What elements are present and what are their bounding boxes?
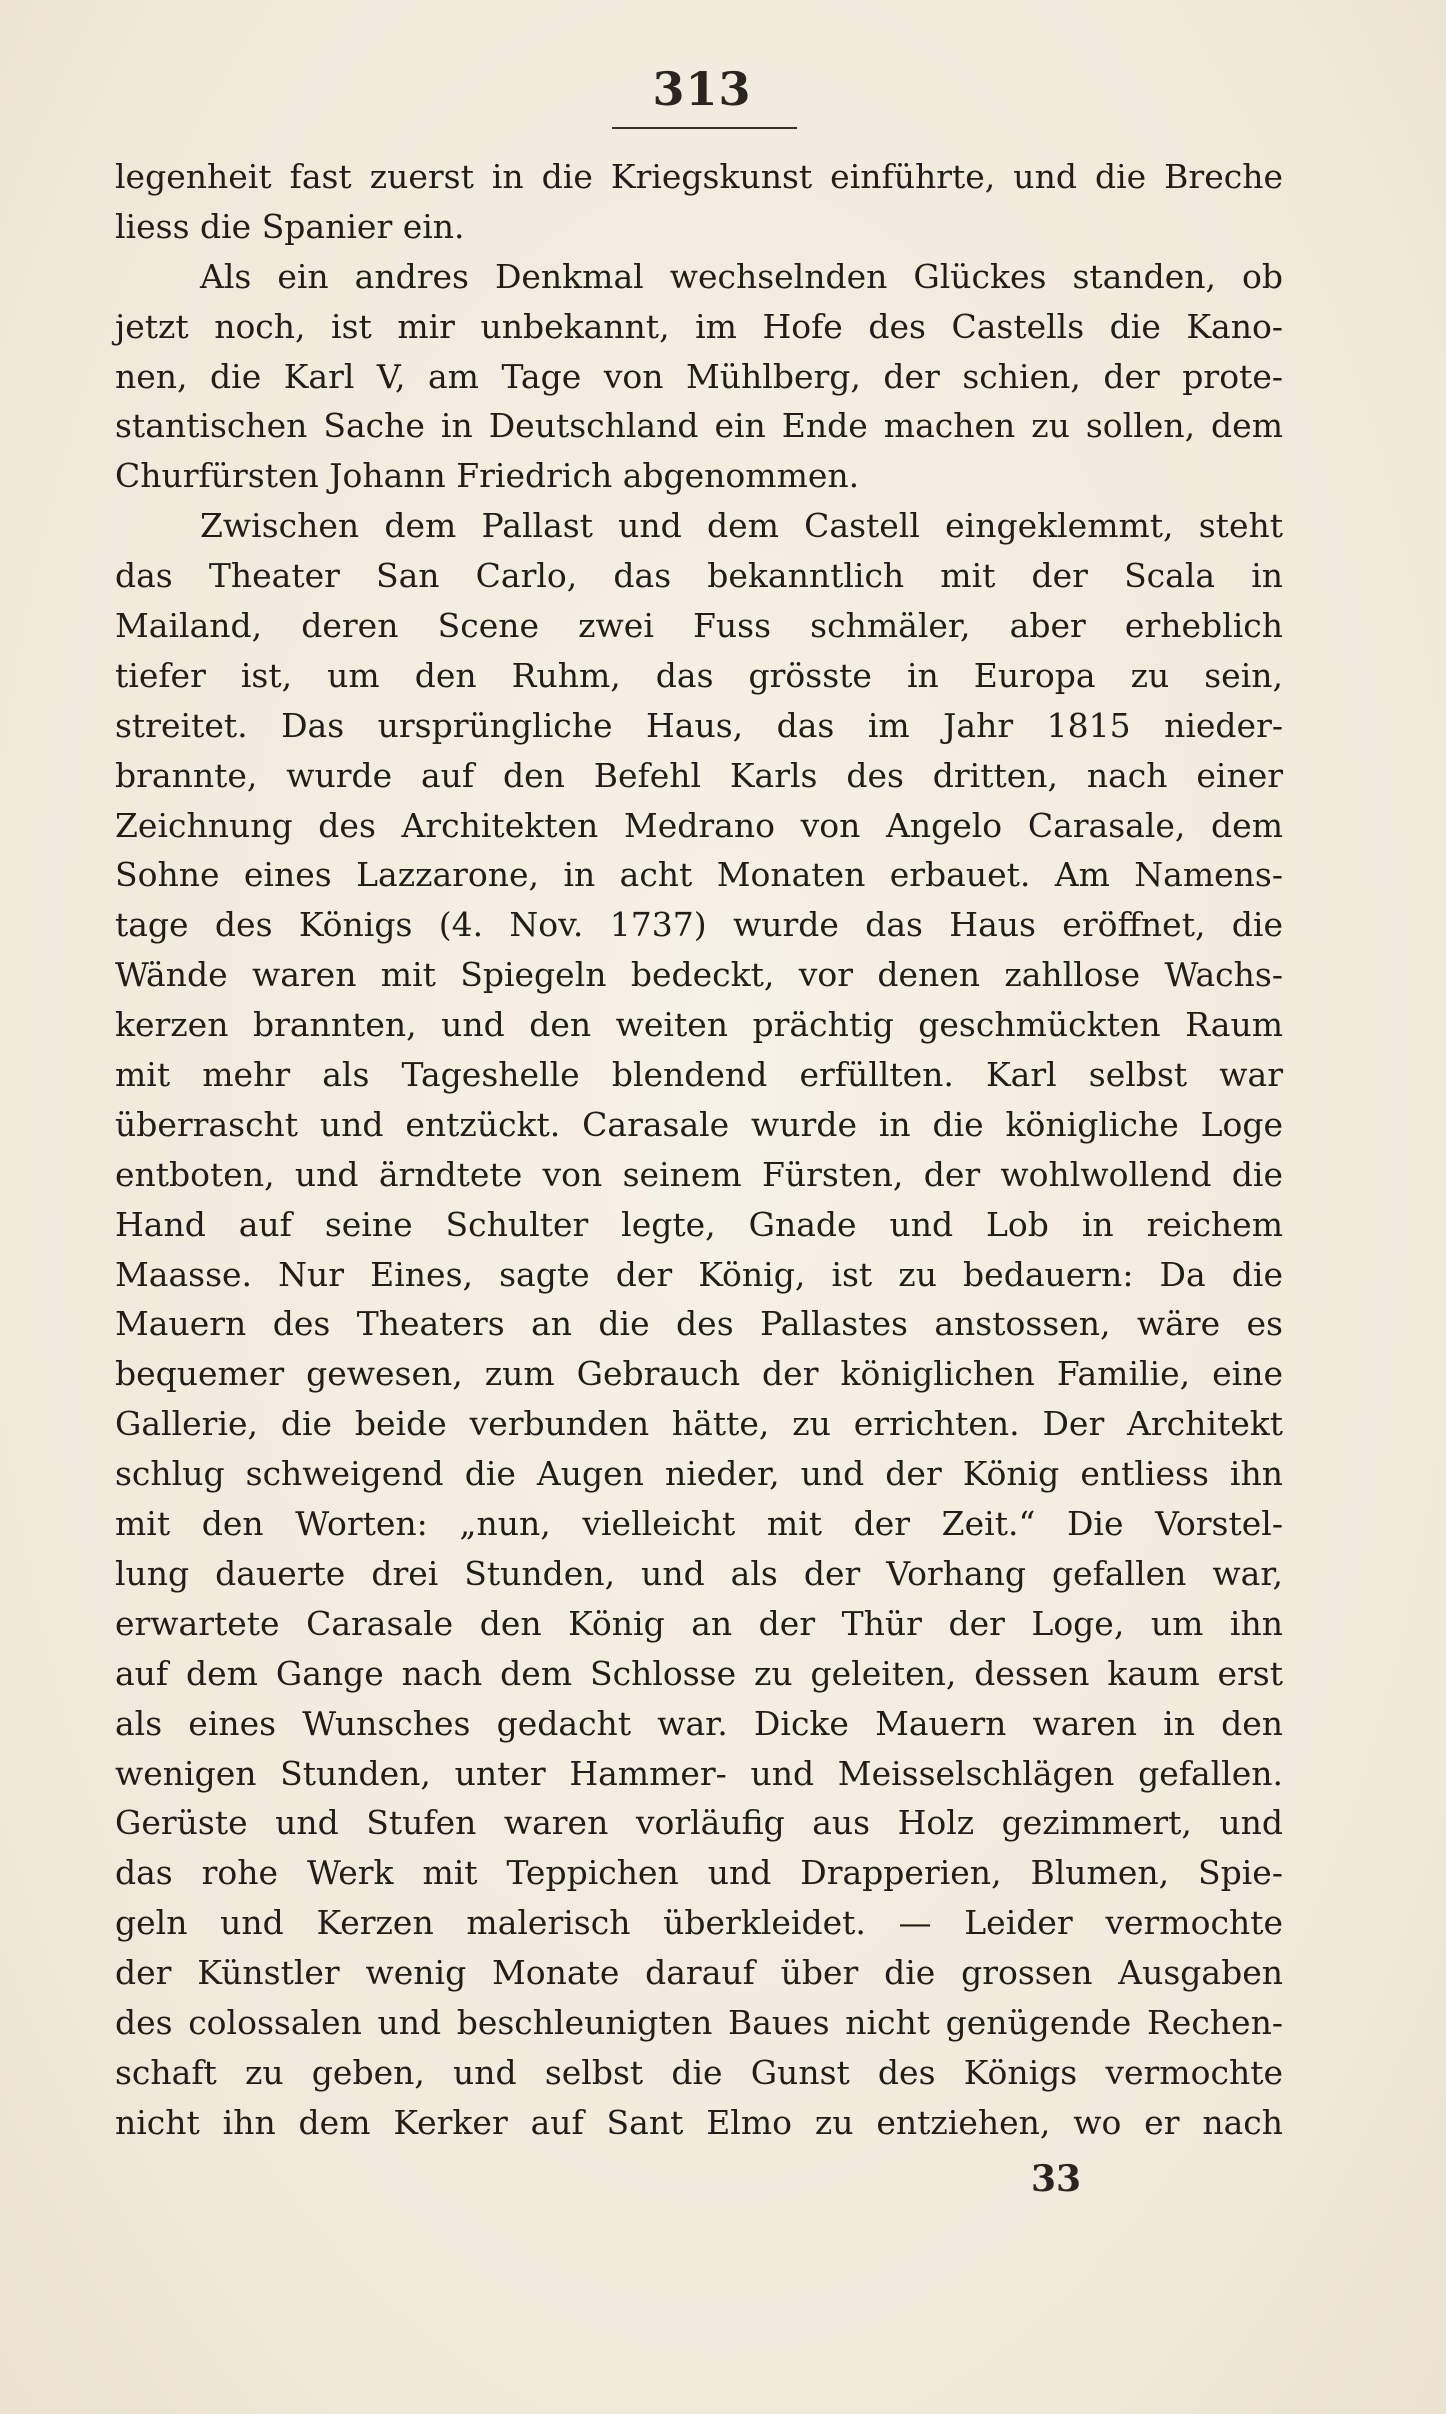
text-line: schaft zu geben, und selbst die Gunst des Königs vermochte [115,2052,1283,2092]
text-line: Als ein andres Denkmal wechselnden Glückes standen, ob [200,256,1283,296]
text-line: als eines Wunsches gedacht war. Dicke Mauern waren in den [115,1703,1283,1743]
text-line: nen, die Karl V, am Tage von Mühlberg, der schien, der prote- [115,356,1283,396]
text-line: wenigen Stunden, unter Hammer- und Meisselschlägen gefallen. [115,1753,1283,1793]
text-line: Hand auf seine Schulter legte, Gnade und Lob in reichem [115,1204,1283,1244]
text-line: tage des Königs (4. Nov. 1737) wurde das Haus eröffnet, die [115,905,1283,945]
text-line: tiefer ist, um den Ruhm, das grösste in Europa zu sein, [115,655,1283,695]
text-line: Zwischen dem Pallast und dem Castell eingeklemmt, steht [200,506,1283,546]
text-line: jetzt noch, ist mir unbekannt, im Hofe des Castells die Kano- [115,306,1283,346]
text-line: Mauern des Theaters an die des Pallastes anstossen, wäre es [115,1304,1283,1344]
text-line: legenheit fast zuerst in die Kriegskunst einführte, und die Breche [115,157,1283,196]
text-line: der Künstler wenig Monate darauf über die grossen Ausgaben [115,1953,1283,1993]
text-line: Gerüste und Stufen waren vorläufig aus Holz gezimmert, und [115,1803,1283,1843]
text-line: lung dauerte drei Stunden, und als der Vorhang gefallen war, [115,1553,1283,1593]
text-line: überrascht und entzückt. Carasale wurde in die königliche Loge [115,1104,1283,1144]
text-line: erwartete Carasale den König an der Thür der Loge, um ihn [115,1603,1283,1643]
text-line: auf dem Gange nach dem Schlosse zu geleiten, dessen kaum erst [115,1653,1283,1693]
text-line: Maasse. Nur Eines, sagte der König, ist zu bedauern: Da die [115,1254,1283,1294]
signature-mark: 33 [1030,2158,1082,2200]
text-line: stantischen Sache in Deutschland ein Ende machen zu sollen, dem [115,406,1283,446]
text-line: das Theater San Carlo, das bekanntlich mit der Scala in [115,556,1283,596]
text-line: Sohne eines Lazzarone, in acht Monaten erbauet. Am Namens- [115,855,1283,895]
text-line: das rohe Werk mit Teppichen und Drapperien, Blumen, Spie- [115,1853,1283,1893]
body-text [115,152,1283,2148]
text-line: Gallerie, die beide verbunden hätte, zu errichten. Der Architekt [115,1404,1283,1444]
text-line: Zeichnung des Architekten Medrano von Angelo Carasale, dem [115,805,1283,845]
text-line: Wände waren mit Spiegeln bedeckt, vor denen zahllose Wachs- [115,955,1283,995]
header-rule [612,127,797,129]
text-line: Churfürsten Johann Friedrich abgenommen. [115,456,860,496]
text-line: nicht ihn dem Kerker auf Sant Elmo zu entziehen, wo er nach [115,2102,1283,2142]
text-line: mit den Worten: „nun, vielleicht mit der Zeit.“ Die Vorstel- [115,1504,1283,1544]
page-number: 313 [652,62,752,116]
text-line: streitet. Das ursprüngliche Haus, das im Jahr 1815 nieder- [115,705,1283,745]
text-line: des colossalen und beschleunigten Baues nicht genügende Rechen- [115,2002,1283,2042]
text-line: schlug schweigend die Augen nieder, und der König entliess ihn [115,1454,1283,1494]
text-line: entboten, und ärndtete von seinem Fürsten, der wohlwollend die [115,1154,1283,1194]
text-line: Mailand, deren Scene zwei Fuss schmäler, aber erheblich [115,606,1283,646]
text-line: brannte, wurde auf den Befehl Karls des dritten, nach einer [115,755,1283,795]
text-line: bequemer gewesen, zum Gebrauch der königlichen Familie, eine [115,1354,1283,1394]
text-line: liess die Spanier ein. [115,206,465,246]
text-line: geln und Kerzen malerisch überkleidet. — Leider vermochte [115,1903,1283,1943]
text-line: mit mehr als Tageshelle blendend erfüllten. Karl selbst war [115,1055,1283,1095]
text-line: kerzen brannten, und den weiten prächtig geschmückten Raum [115,1005,1283,1045]
